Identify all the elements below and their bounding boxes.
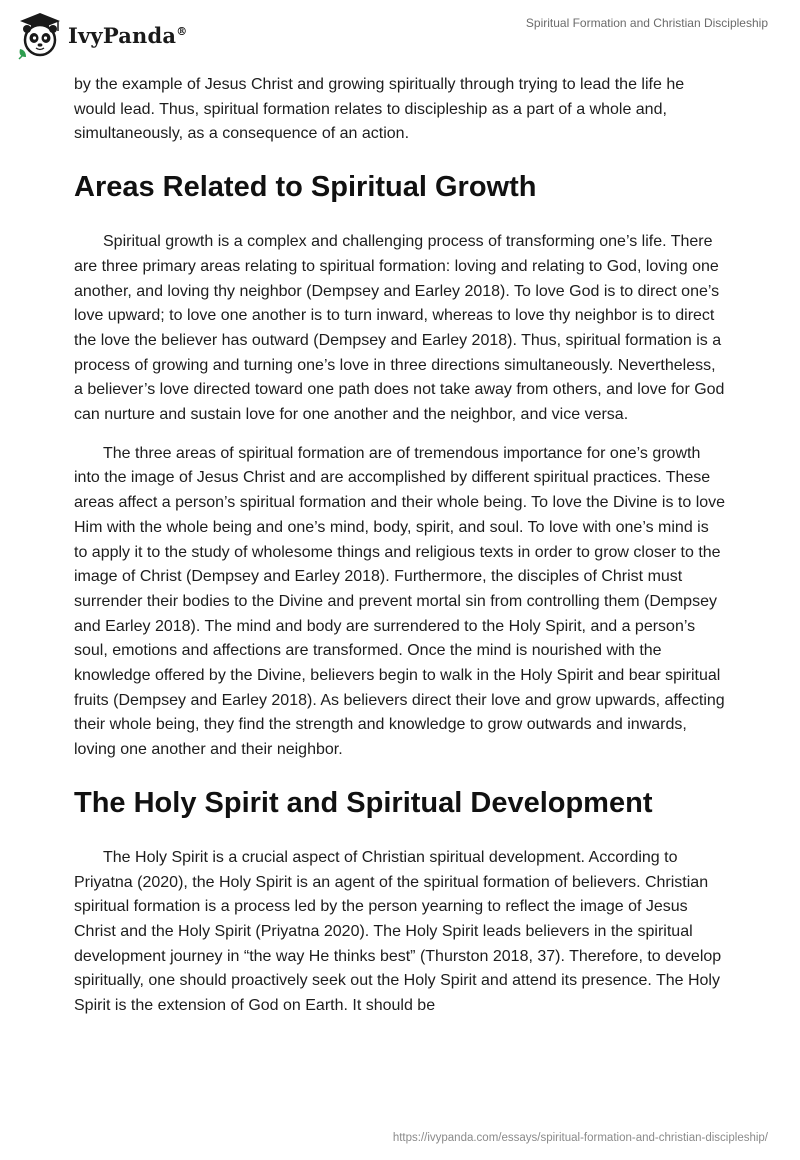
brand-name: IvyPanda® [68, 22, 188, 48]
section2-paragraph-1: The Holy Spirit is a crucial aspect of Christian spiritual development. According to Priyatna (2020), the Holy Spirit is an agent of the spiritual formation of believers. Christian spiritual formation is a process led by the person yearning to reflect the image of Jesus Christ and the Holy Spirit (Priyatna 2020). The Holy Spirit leads believers in the spiritual development journey in “the way He thinks best” (Thurston 2018, 37). Therefore, to develop spiritually, one should proactively seek out the Holy Spirit and attend its presence. The Holy Spirit is the extension of God on Earth. It should be [74, 848, 722, 1015]
document-title: Spiritual Formation and Christian Discipleship [525, 16, 768, 30]
page-header [0, 0, 800, 70]
section1-paragraph-2: The three areas of spiritual formation are of tremendous importance for one’s growth into the image of Jesus Christ and are accomplished by different spiritual practices. These areas affect a person’s spiritual formation and their whole being. To love the Divine is to love Him with the whole being and one’s mind, body, spirit, and soul. To love with one’s mind is to apply it to the study of wholesome things and religious texts in order to grow closer to the image of Christ (Dempsey and Earley 2018). Furthermore, the disciples of Christ must surrender their bodies to the Divine and prevent mortal sin from controlling them (Dempsey and Earley 2018). The mind and body are surrendered to the Holy Spirit, and a person’s soul, emotions and affections are transformed. Once the mind is nourished with the knowledge offered by the Divine, believers begin to walk in the Holy Spirit and bear spiritual fruits (Dempsey and Earley 2018). As believers direct their love and grow upwards, affecting their whole being, they find the strength and knowledge to grow outwards and inwards, loving one another and their neighbor. [74, 444, 726, 759]
ivypanda-logo[interactable] [14, 8, 194, 62]
essay-body [74, 73, 726, 1033]
source-url[interactable]: https://ivypanda.com/essays/spiritual-formation-and-christian-discipleship/ [392, 1132, 768, 1144]
section-heading-areas: Areas Related to Spiritual Growth [74, 171, 537, 204]
section-heading-holy-spirit: The Holy Spirit and Spiritual Development [74, 786, 653, 819]
panda-graduate-icon [14, 9, 66, 61]
intro-paragraph: by the example of Jesus Christ and growing spiritually through trying to lead the life he would lead. Thus, spiritual formation relates to discipleship as a part of a whole and, simultaneously, as a consequence of an action. [74, 76, 685, 143]
section1-paragraph-1: Spiritual growth is a complex and challenging process of transforming one’s life. There are three primary areas relating to spiritual formation: loving and relating to God, loving one another, and loving thy neighbor (Dempsey and Earley 2018). To love God is to direct one’s love upward; to love one another is to turn inward, whereas to love thy neighbor is to direct the love the believer has outward (Dempsey and Earley 2018). Thus, spiritual formation is a process of growing and turning one’s love in three directions simultaneously. Nevertheless, a believer’s love directed toward one path does not take away from others, and love for God can nurture and sustain love for one another and the neighbor, and vice versa. [74, 233, 725, 424]
